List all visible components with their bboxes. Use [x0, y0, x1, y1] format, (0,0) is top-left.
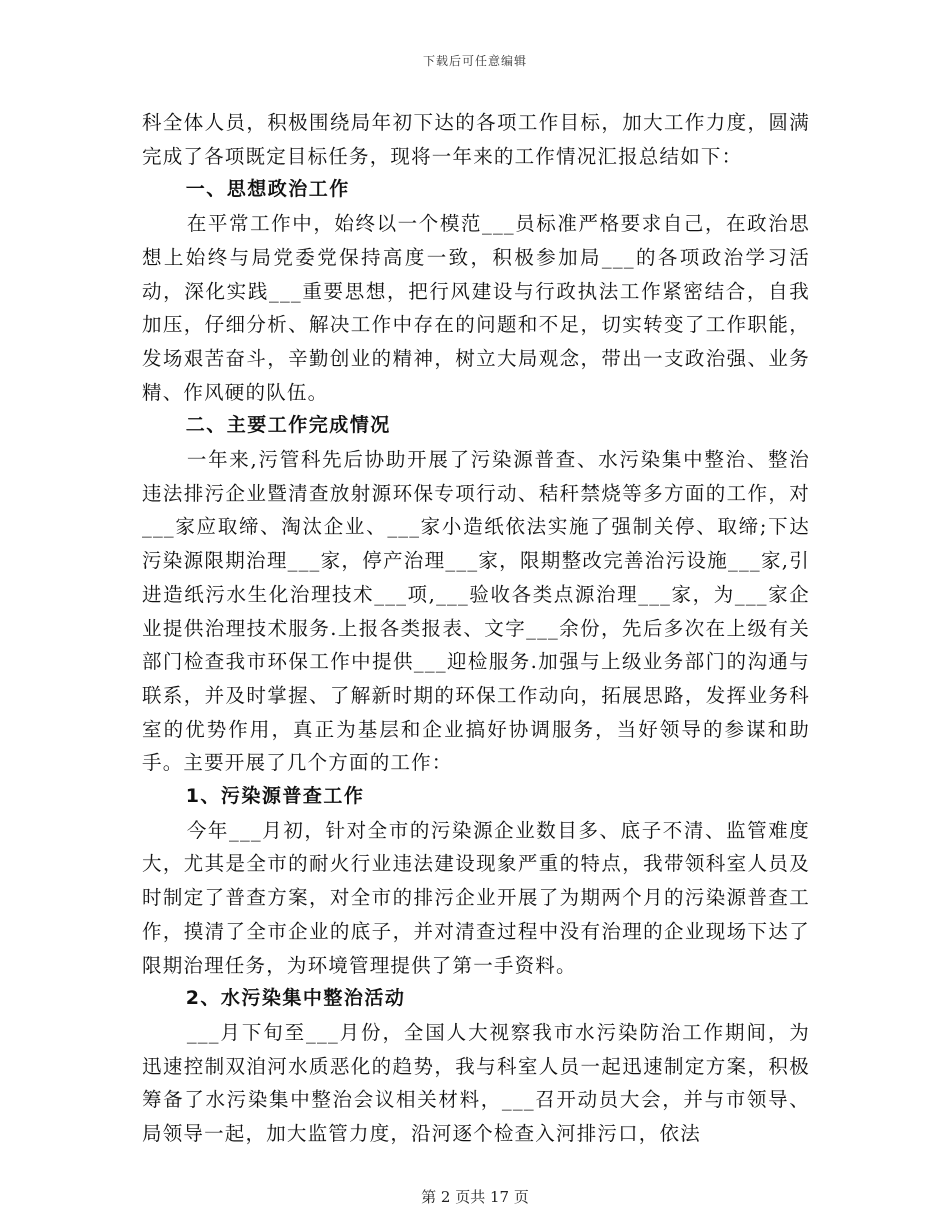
- paragraph-2: 一年来,污管科先后协助开展了污染源普查、水污染集中整治、整治违法排污企业暨清查放射源环保专项行动、秸秆禁烧等多方面的工作，对___家应取缔、淘汰企业、___家小造纸依法实施了强制关停、取缔;下达污染源限期治理___家，停产治理___家，限期整改完善治污设施___家,引进造纸污水生化治理技术___项,___验收各类点源治理___家，为___家企业提供治理技术服务.上报各类报表、文字___余份，先后多次在上级有关部门检查我市环保工作中提供___迎检服务.加强与上级业务部门的沟通与联系，并及时掌握、了解新时期的环保工作动向，拓展思路，发挥业务科室的优势作用，真正为基层和企业搞好协调服务，当好领导的参谋和助手。主要开展了几个方面的工作：: [142, 448, 810, 775]
- intro-paragraph: 科全体人员，积极围绕局年初下达的各项工作目标，加大工作力度，圆满完成了各项既定目标任务，现将一年来的工作情况汇报总结如下：: [142, 111, 810, 168]
- paragraph-3: 今年___月初，针对全市的污染源企业数目多、底子不清、监管难度大，尤其是全市的耐火行业违法建设现象严重的特点，我带领科室人员及时制定了普查方案，对全市的排污企业开展了为期两个月的污染源普查工作，摸清了全市企业的底子，并对清查过程中没有治理的企业现场下达了限期治理任务，为环境管理提供了第一手资料。: [142, 818, 810, 977]
- document-body: [142, 106, 810, 1151]
- paragraph-4: ___月下旬至___月份，全国人大视察我市水污染防治工作期间，为迅速控制双洎河水质恶化的趋势，我与科室人员一起迅速制定方案，积极筹备了水污染集中整治会议相关材料，___召开动员大会，并与市领导、局领导一起，加大监管力度，沿河逐个检查入河排污口，依法: [142, 1020, 810, 1146]
- subsection-heading-1: 1、污染源普查工作: [185, 785, 365, 808]
- page-number: 第 2 页共 17 页: [421, 1188, 529, 1206]
- section-heading-1: 一、思想政治工作: [185, 178, 350, 201]
- page-header: 下载后可任意编辑: [422, 54, 527, 68]
- subsection-heading-2: 2、水污染集中整治活动: [185, 987, 406, 1010]
- section-heading-2: 二、主要工作完成情况: [185, 414, 391, 437]
- paragraph-1: 在平常工作中，始终以一个模范___员标准严格要求自己，在政治思想上始终与局党委党保持高度一致，积极参加局___的各项政治学习活动，深化实践___重要思想，把行风建设与行政执法工作紧密结合，自我加压，仔细分析、解决工作中存在的问题和不足，切实转变了工作职能，发场艰苦奋斗，辛勤创业的精神，树立大局观念，带出一支政治强、业务精、作风硬的队伍。: [142, 212, 810, 404]
